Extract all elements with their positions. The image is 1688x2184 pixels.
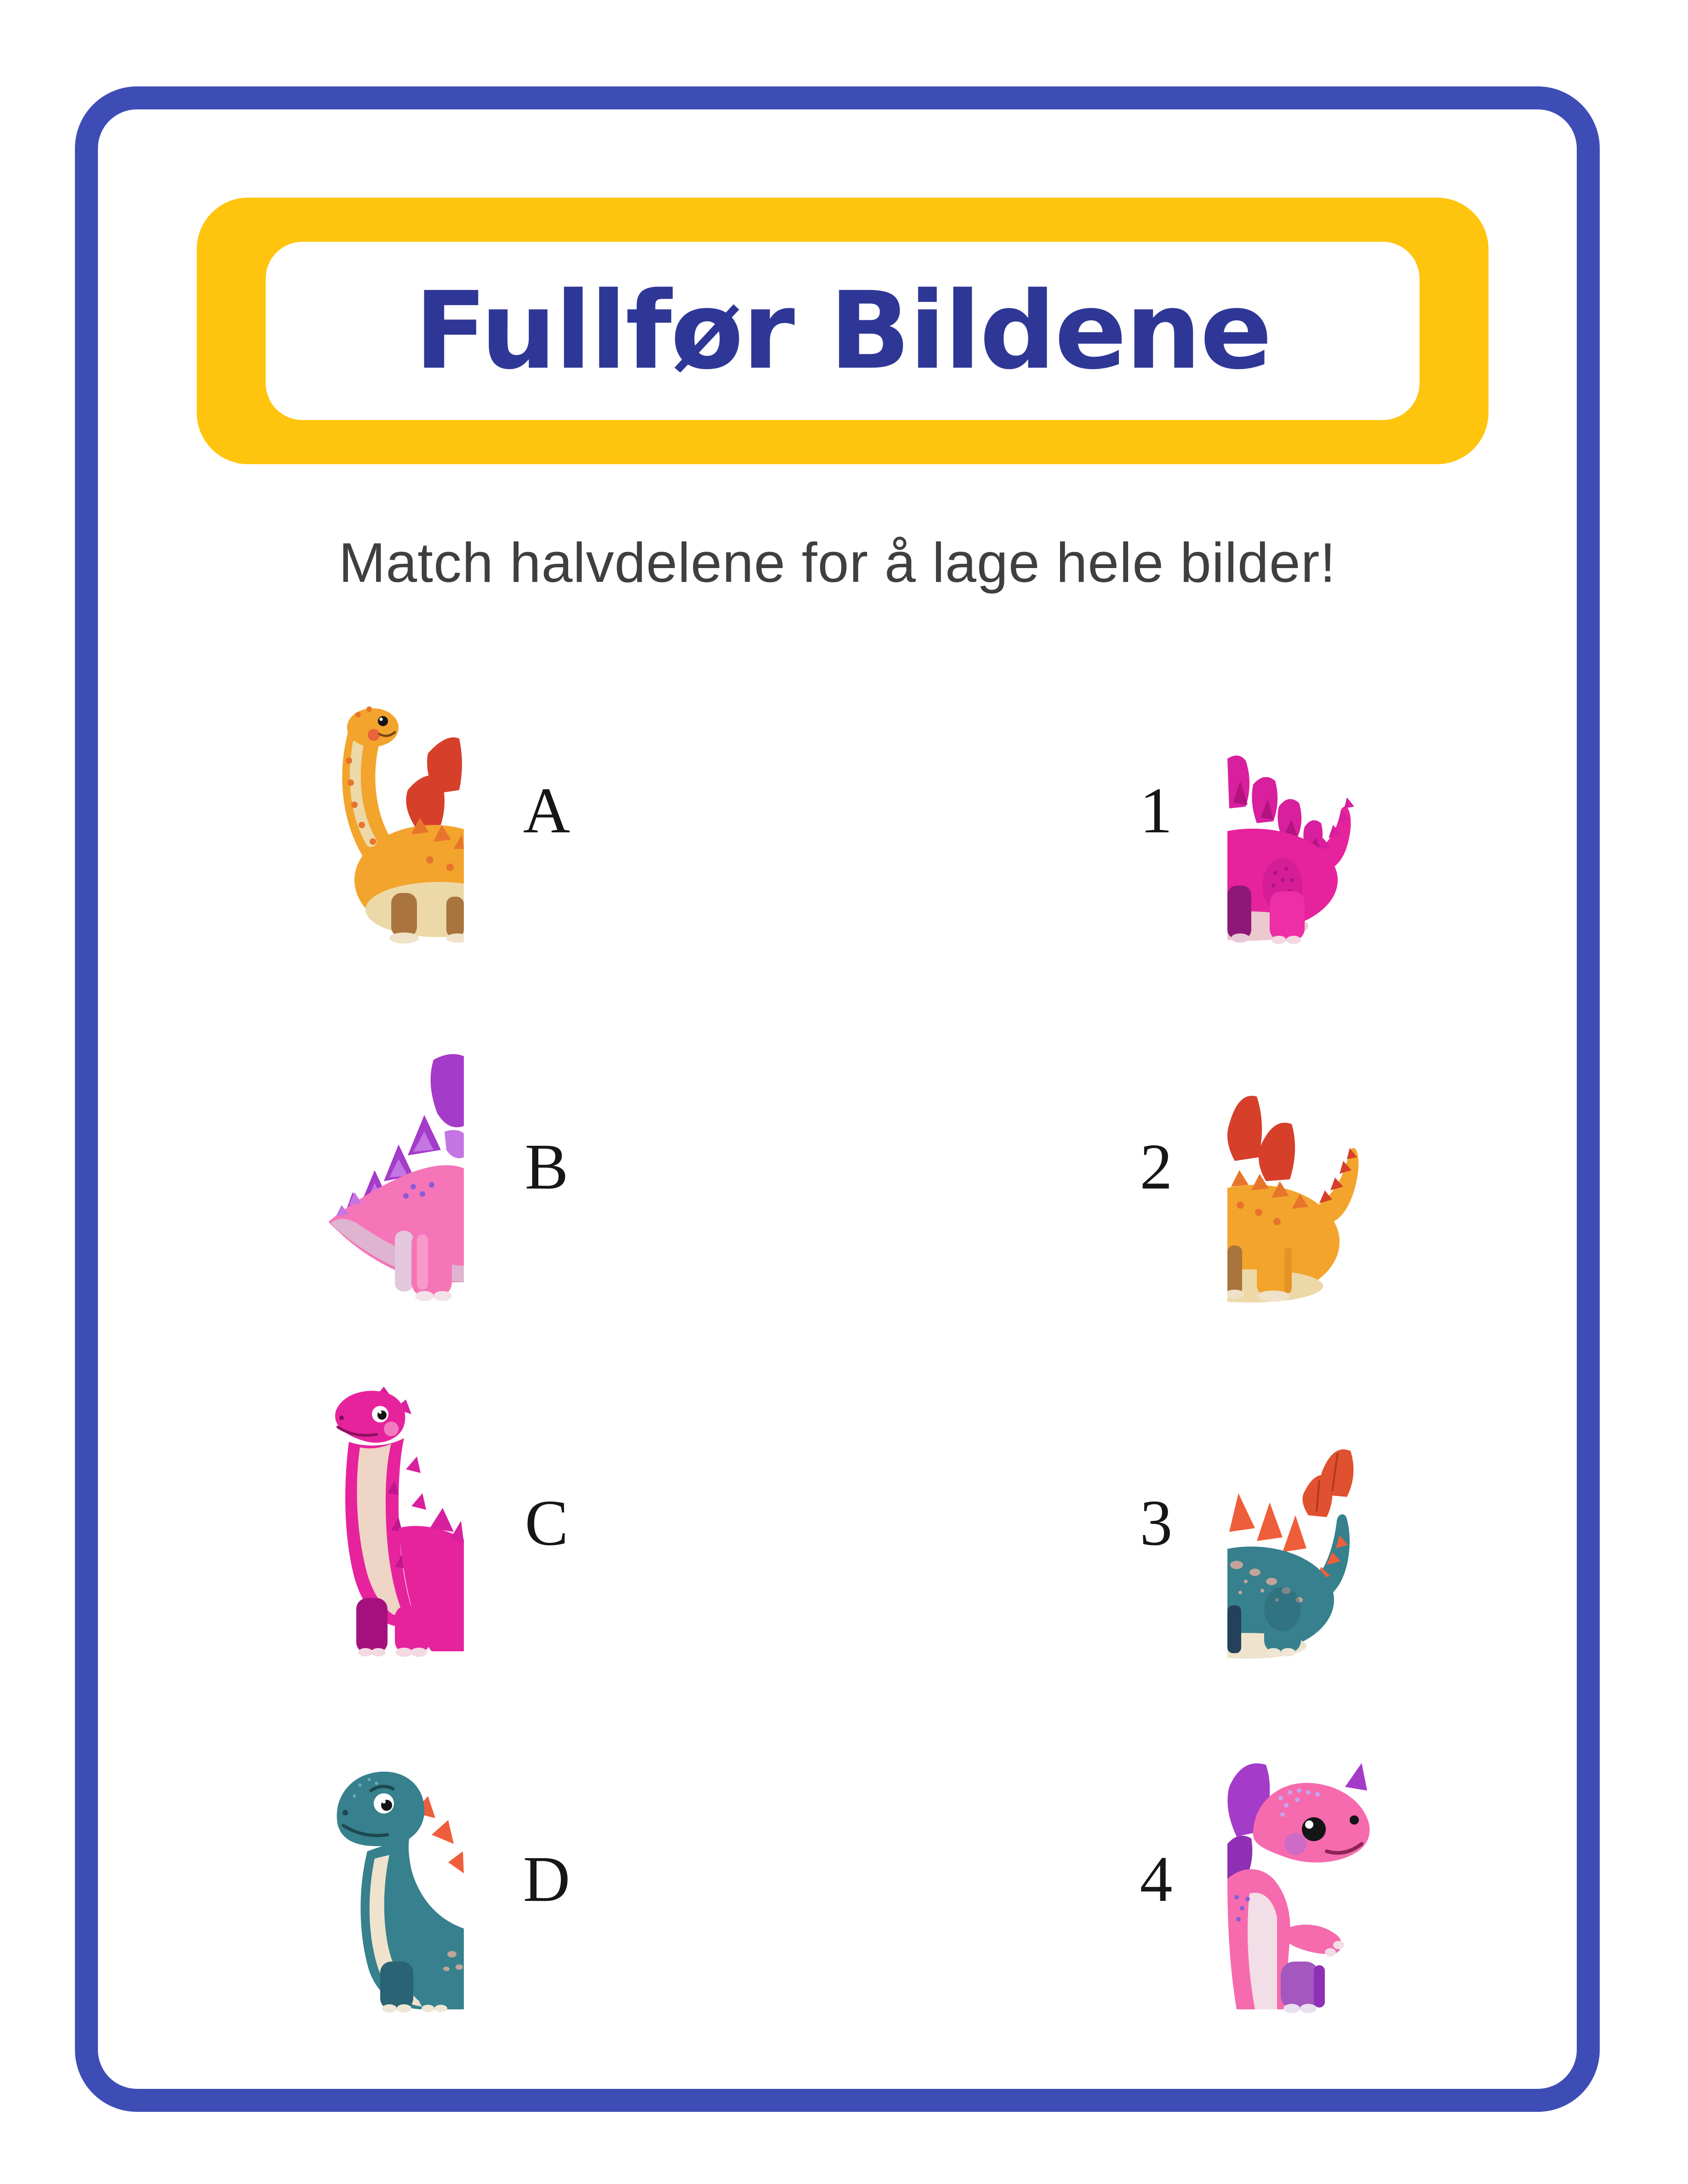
label-letter-b: B — [525, 1130, 569, 1203]
page-title: Fullfør Bildene — [414, 269, 1271, 393]
dino-a-orange-left-half-image — [321, 672, 464, 948]
label-letter-a: A — [523, 774, 570, 847]
match-row-3 — [98, 1344, 1577, 1701]
orange-dinosaur-left-half-icon — [321, 672, 464, 948]
title-banner — [197, 198, 1488, 464]
label-number-1: 1 — [1140, 774, 1173, 847]
label-number-4: 4 — [1140, 1842, 1173, 1915]
matching-area — [98, 632, 1577, 2057]
dino-3-teal-right-half-image — [1227, 1385, 1370, 1661]
dino-2-orange-right-half-image — [1227, 1029, 1370, 1304]
instructions-text: Match halvdelene for å lage hele bilder! — [338, 531, 1336, 594]
dino-4-pink-right-half-image — [1227, 1741, 1370, 2017]
pink-triceratops-head-right-half-icon — [1227, 1741, 1370, 2017]
dino-b-pink-left-half-image — [321, 1029, 464, 1304]
label-letter-c: C — [525, 1486, 569, 1559]
label-number-3: 3 — [1140, 1486, 1173, 1559]
match-row-4 — [98, 1701, 1577, 2057]
page-border-frame — [75, 86, 1600, 2112]
teal-dinosaur-tail-right-half-icon — [1227, 1385, 1370, 1661]
magenta-long-neck-left-half-icon — [321, 1385, 464, 1661]
pink-stegosaurus-tail-left-half-icon — [321, 1029, 464, 1304]
label-letter-d: D — [523, 1842, 570, 1915]
match-row-2 — [98, 988, 1577, 1344]
dino-d-teal-left-half-image — [321, 1741, 464, 2017]
magenta-stegosaurus-right-half-icon — [1227, 672, 1370, 948]
orange-stegosaurus-tail-right-half-icon — [1227, 1029, 1370, 1304]
teal-dinosaur-head-left-half-icon — [321, 1741, 464, 2017]
match-row-1 — [98, 632, 1577, 988]
dino-1-magenta-right-half-image — [1227, 672, 1370, 948]
dino-c-magenta-left-half-image — [321, 1385, 464, 1661]
title-banner-inner — [266, 242, 1420, 420]
label-number-2: 2 — [1140, 1130, 1173, 1203]
